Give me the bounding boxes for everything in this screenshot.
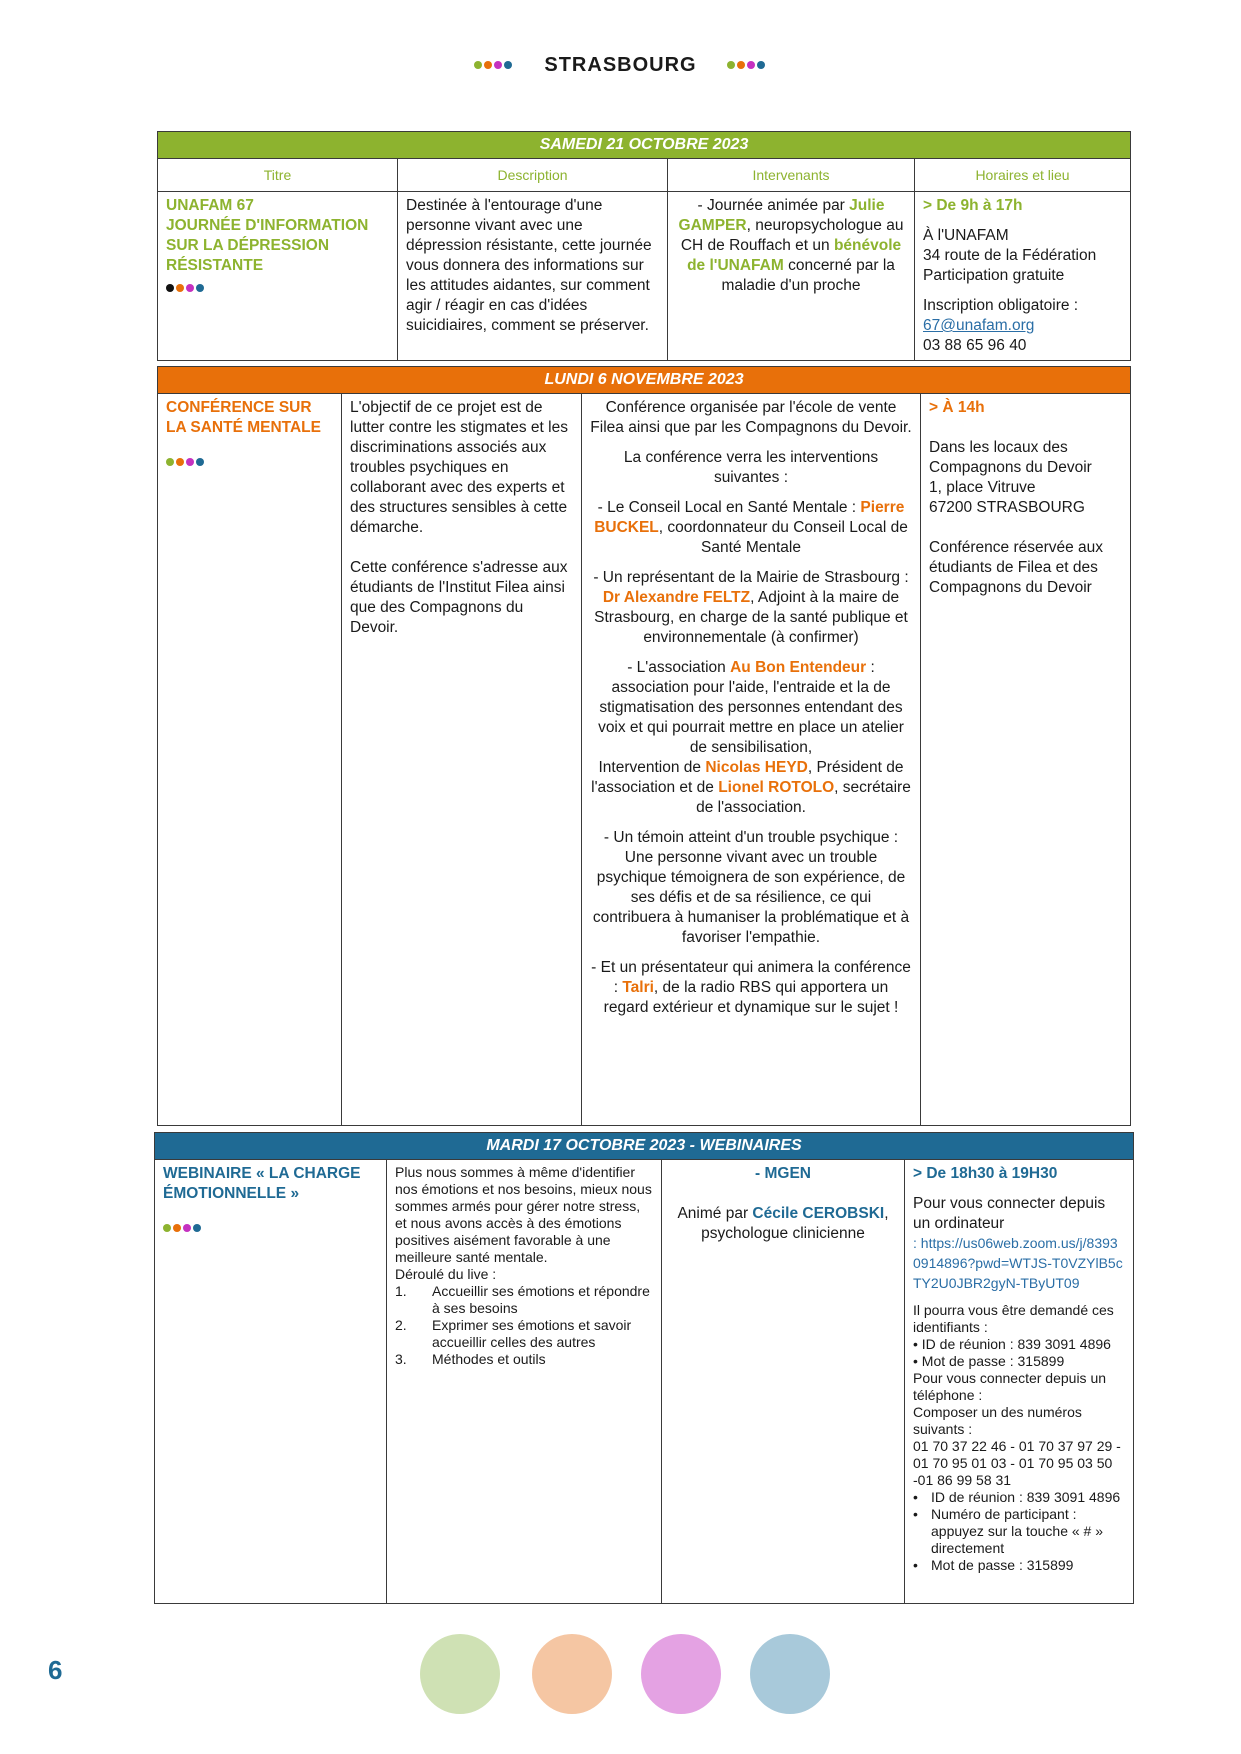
- event-title: UNAFAM 67: [166, 197, 254, 214]
- event-location: > De 18h30 à 19H30 Pour vous connecter depuis un ordinateur : https://us06web.zoom.us/j/83930914896?pwd=WTJS-T0VZYlB5cTY2U0JBR2gyN-TByUT09 Il pourra vous être demandé ces identifiants : • ID de réunion : 839 3091 4896 • Mot de passe : 315899 Pour vous connecter depuis un téléphone : Composer un des numéros suivants : 01 70 37 22 46 - 01 70 37 97 29 - 01 70 95 01 03 - 01 70 95 03 50 -01 86 99 58 31 • ID de réunion : 839 3091 4896 • Numéro de participant : appuyez sur la touche « # » directement • Mot de passe : 315899: [905, 1160, 1134, 1604]
- list-item: 2. Exprimer ses émotions et savoir accueillir celles des autres: [395, 1317, 632, 1350]
- list-item: • Numéro de participant : appuyez sur la touche « # » directement: [913, 1506, 1125, 1557]
- event-description: L'objectif de ce projet est de lutter contre les stigmates et les discriminations associés aux troubles psychiques en collaborant avec des experts et des structures sensibles à cette démarche. Cette conférence s'adresse aux étudiants de l'Institut Filea ainsi que des Compagnons du Devoir.: [342, 394, 582, 1126]
- program-list: [395, 1283, 653, 1368]
- event-title-cell: [155, 1160, 387, 1604]
- decorative-dots: [166, 278, 389, 298]
- column-headers: [158, 159, 1131, 192]
- phone-number: 03 88 65 96 40: [923, 337, 1027, 354]
- events-table-2: [157, 366, 1131, 1126]
- page-header: [0, 55, 1241, 75]
- event-title: WEBINAIRE « LA CHARGE ÉMOTIONNELLE »: [163, 1165, 361, 1202]
- event-speakers: - MGEN Animé par Cécile CEROBSKI, psychologue clinicienne: [662, 1160, 905, 1604]
- column-header: Intervenants: [668, 159, 915, 192]
- event-time: > De 9h à 17h: [923, 197, 1023, 214]
- page-title: STRASBOURG: [544, 54, 697, 76]
- date-band: SAMEDI 21 OCTOBRE 2023: [158, 132, 1131, 159]
- event-speakers: - Journée animée par Julie GAMPER, neuropsychologue au CH de Rouffach et un bénévole de l'UNAFAM concerné par la maladie d'un proche: [668, 192, 915, 361]
- event-subtitle: JOURNÉE D'INFORMATION SUR LA DÉPRESSION RÉSISTANTE: [166, 217, 369, 274]
- event-description: Destinée à l'entourage d'une personne vivant avec une dépression résistante, cette journée vous donnera des informations sur les attitudes aidantes, sur comment agir / réagir en cas d'idées suicidiaires, comment se préserver.: [398, 192, 668, 361]
- table-row: [155, 1160, 1134, 1604]
- circle-blue: [750, 1634, 830, 1714]
- table-row: [158, 394, 1131, 1126]
- event-time: > De 18h30 à 19H30: [913, 1165, 1058, 1182]
- decorative-dots: [474, 55, 514, 75]
- list-item: • ID de réunion : 839 3091 4896: [913, 1489, 1125, 1506]
- event-location: > À 14h Dans les locaux des Compagnons du Devoir 1, place Vitruve 67200 STRASBOURG Conférence réservée aux étudiants de Filea et des Compagnons du Devoir: [921, 394, 1131, 1126]
- zoom-link[interactable]: https://us06web.zoom.us/j/83930914896?pwd=WTJS-T0VZYlB5cTY2U0JBR2gyN-TByUT09: [913, 1235, 1123, 1291]
- circle-magenta: [641, 1634, 721, 1714]
- event-time: > À 14h: [929, 399, 985, 416]
- event-title-cell: [158, 192, 398, 361]
- decorative-dots: [163, 1218, 378, 1238]
- column-header: Description: [398, 159, 668, 192]
- column-header: Horaires et lieu: [915, 159, 1131, 192]
- circle-green: [420, 1634, 500, 1714]
- table-row: [158, 192, 1131, 361]
- date-band: LUNDI 6 NOVEMBRE 2023: [158, 367, 1131, 394]
- webinar-table: [154, 1132, 1134, 1604]
- list-item: 3. Méthodes et outils: [395, 1351, 546, 1367]
- list-item: 1. Accueillir ses émotions et répondre à ses besoins: [395, 1283, 650, 1316]
- connection-info: Il pourra vous être demandé ces identifiants : • ID de réunion : 839 3091 4896 • Mot de passe : 315899 Pour vous connecter depuis un téléphone : Composer un des numéros suivants : 01 70 37 22 46 - 01 70 37 97 29 - 01 70 95 01 03 - 01 70 95 03 50 -01 86 99 58 31 • ID de réunion : 839 3091 4896 • Numéro de participant : appuyez sur la touche « # » directement • Mot de passe : 315899: [913, 1302, 1125, 1574]
- events-table: [157, 131, 1131, 361]
- email-link[interactable]: 67@unafam.org: [923, 317, 1035, 334]
- event-speakers: Conférence organisée par l'école de vente Filea ainsi que par les Compagnons du Devoir. La conférence verra les interventions suivantes : - Le Conseil Local en Santé Mentale : Pierre BUCKEL, coordonnateur du Conseil Local de Santé Mentale - Un représentant de la Mairie de Strasbourg : Dr Alexandre FELTZ, Adjoint à la maire de Strasbourg, en charge de la santé publique et environnementale (à confirmer) - L'association Au Bon Entendeur : association pour l'aide, l'entraide et la de stigmatisation des personnes entendant des voix et qui pourrait mettre en place un atelier de sensibilisation, Intervention de Nicolas HEYD, Président de l'association et de Lionel ROTOLO, secrétaire de l'association. - Un témoin atteint d'un trouble psychique : Une personne vivant avec un trouble psychique témoignera de son expérience, de ses défis et de sa résilience, ce qui contribuera à humaniser la problématique et à favoriser l'empathie. - Et un présentateur qui animera la conférence : Talri, de la radio RBS qui apportera un regard extérieur et dynamique sur le sujet !: [582, 394, 921, 1126]
- decorative-dots: [727, 55, 767, 75]
- event-location: > De 9h à 17h À l'UNAFAM 34 route de la Fédération Participation gratuite Inscription obligatoire : 67@unafam.org 03 88 65 96 40: [915, 192, 1131, 361]
- list-item: • Mot de passe : 315899: [913, 1557, 1125, 1574]
- circle-orange: [532, 1634, 612, 1714]
- organizer: - MGEN: [755, 1165, 811, 1182]
- event-title-cell: [158, 394, 342, 1126]
- date-band: MARDI 17 OCTOBRE 2023 - WEBINAIRES: [155, 1133, 1134, 1160]
- column-header: Titre: [158, 159, 398, 192]
- page-number: 6: [48, 1655, 63, 1685]
- event-title: CONFÉRENCE SUR LA SANTÉ MENTALE: [166, 399, 321, 436]
- event-description: Plus nous sommes à même d'identifier nos émotions et nos besoins, mieux nous sommes armés pour gérer notre stress, et nous avons accès à des émotions positives aisément favorable à une meilleure santé mentale. Déroulé du live : 1. Accueillir ses émotions et répondre à ses besoins 2. Exprimer ses émotions et savoir accueillir celles des autres 3. Méthodes et outils: [387, 1160, 662, 1604]
- decorative-dots: [166, 452, 333, 472]
